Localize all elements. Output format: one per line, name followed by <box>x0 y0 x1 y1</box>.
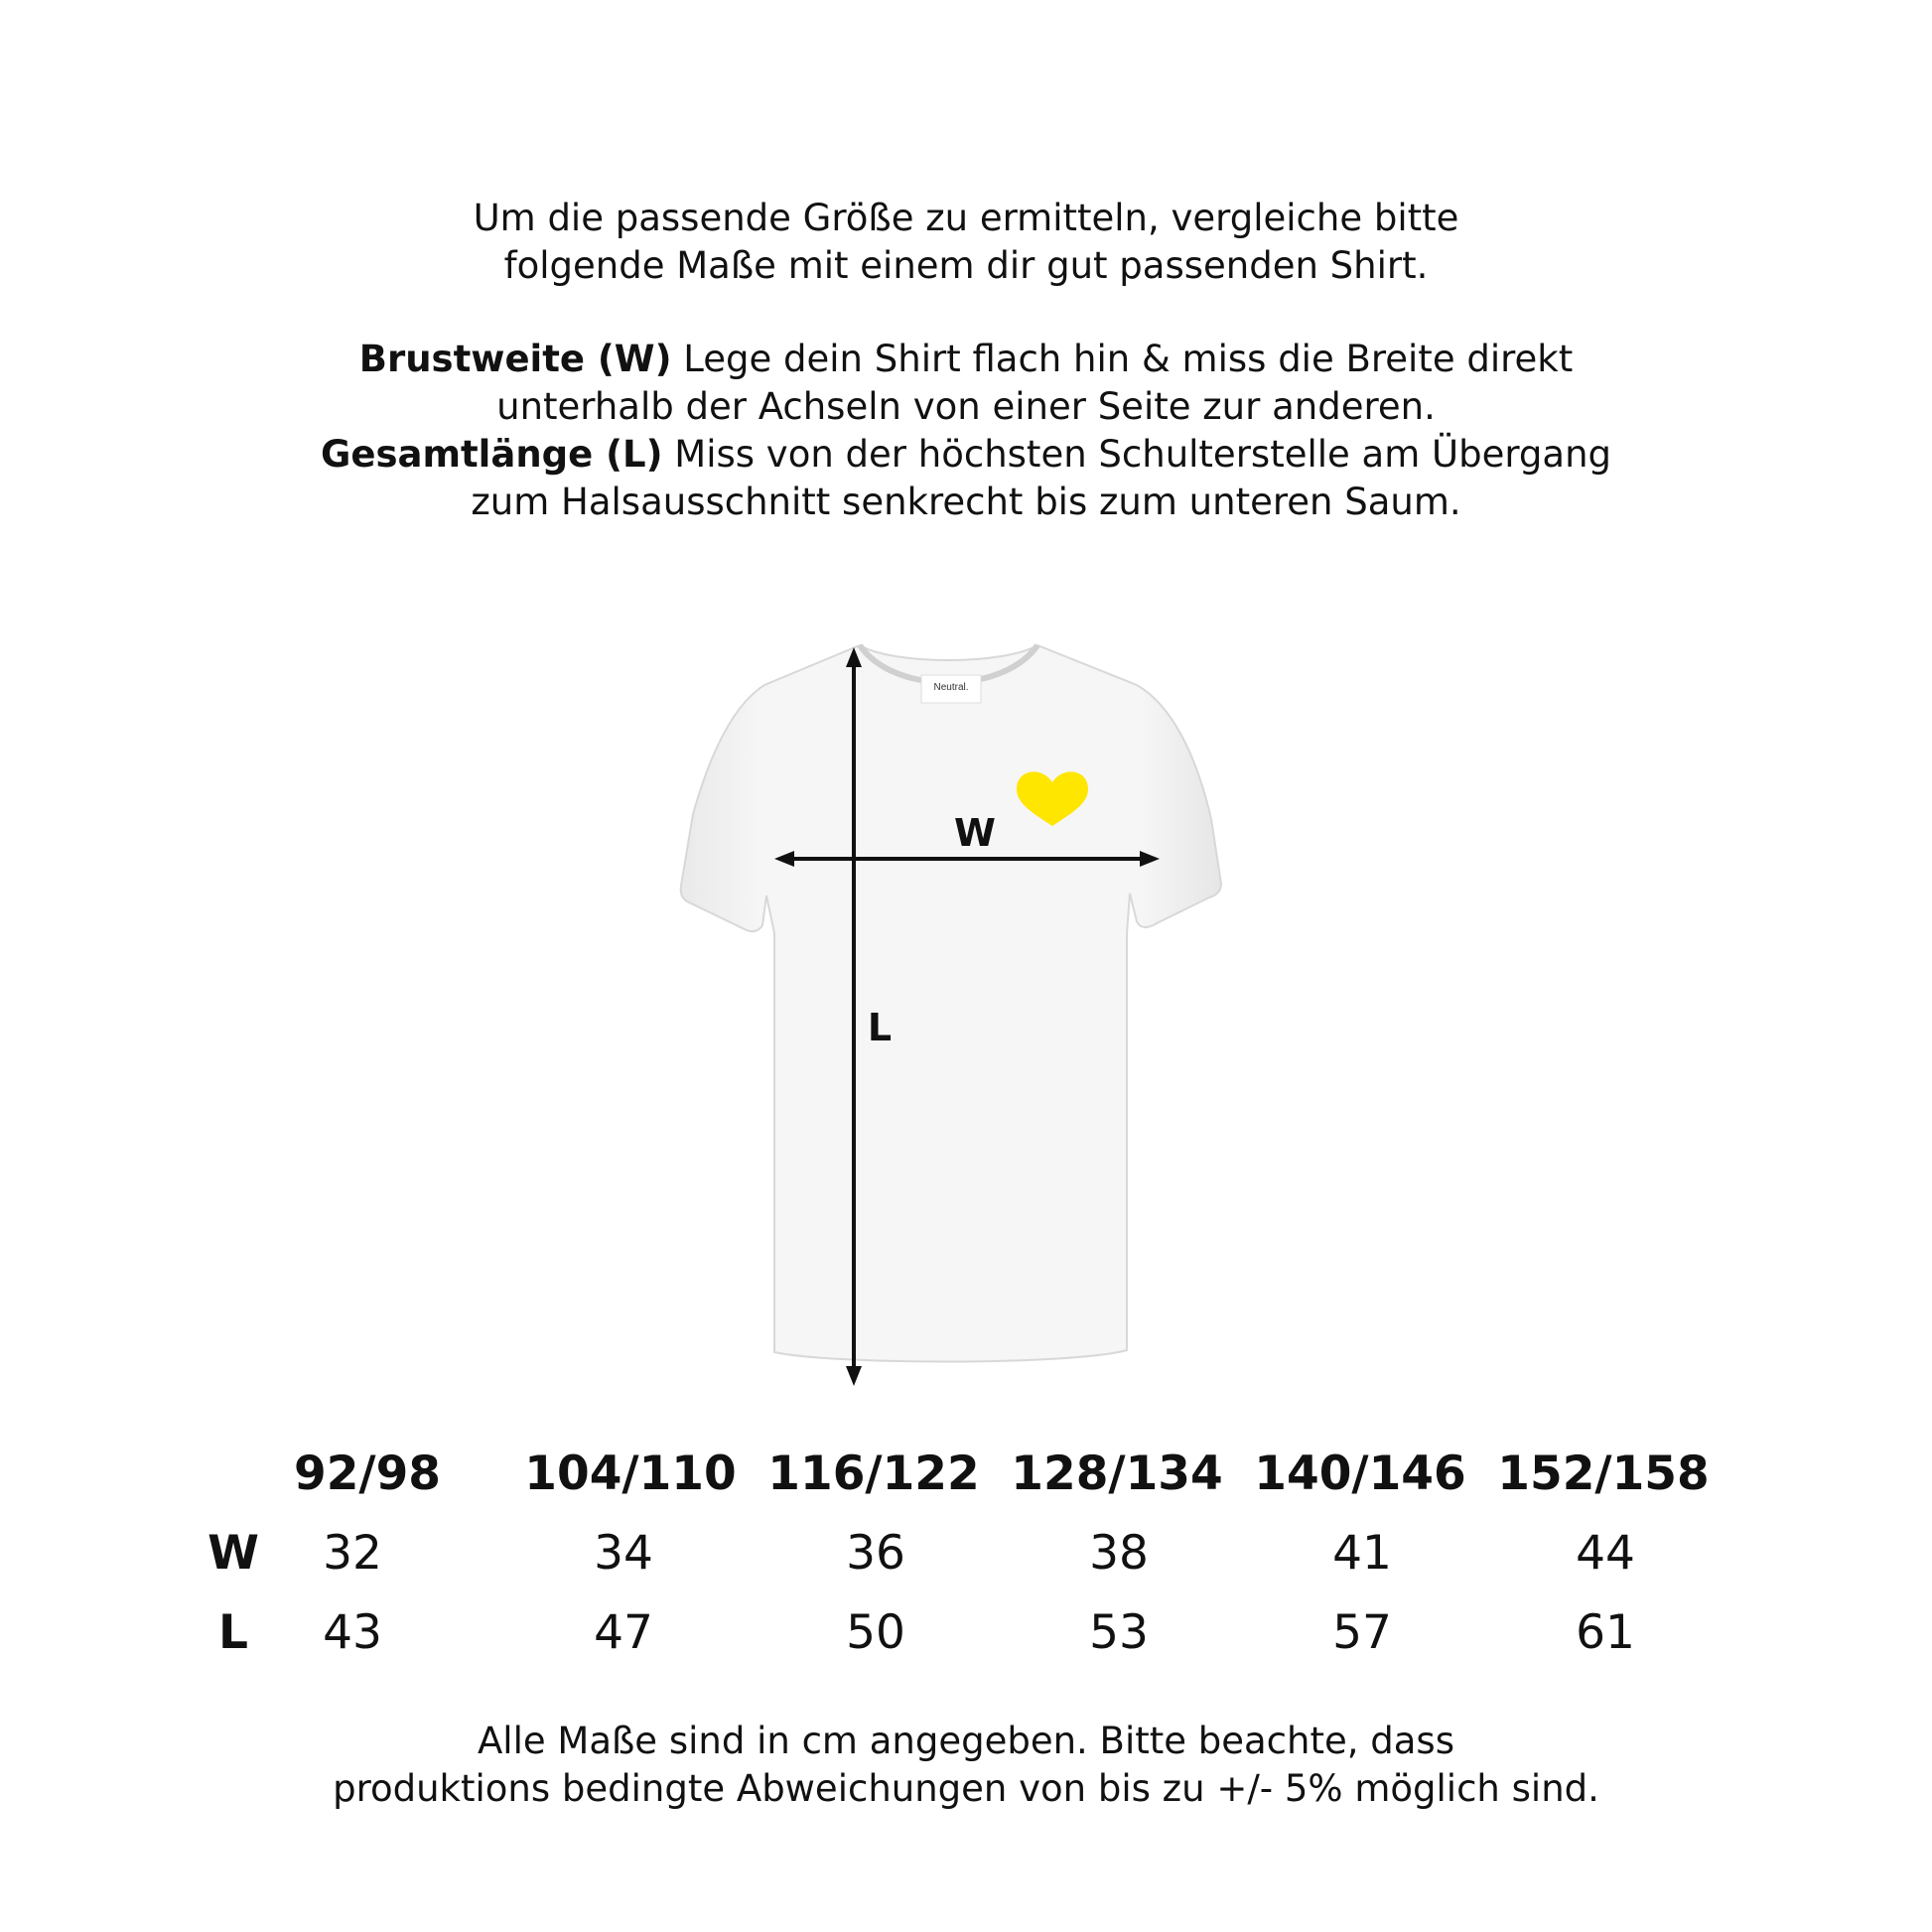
length-label: Gesamtlänge (L) <box>320 433 663 476</box>
size-header-cell: 128/134 <box>1011 1447 1223 1501</box>
length-text-2: zum Halsausschnitt senkrecht bis zum unteren Saum. <box>471 481 1461 523</box>
table-cell: 32 <box>323 1526 382 1581</box>
row-label-length: L <box>218 1605 248 1660</box>
table-cell: 41 <box>1332 1526 1392 1581</box>
size-header-cell: 152/158 <box>1497 1447 1710 1501</box>
table-cell: 61 <box>1576 1605 1635 1660</box>
chest-width-label: Brustweite (W) <box>358 338 672 380</box>
size-header-cell: 92/98 <box>294 1447 441 1501</box>
size-header-cell: 140/146 <box>1254 1447 1466 1501</box>
table-cell: 43 <box>323 1605 382 1660</box>
table-cell: 50 <box>846 1605 905 1660</box>
size-header-row <box>189 1440 1737 1509</box>
chest-width-instruction <box>0 336 1932 383</box>
length-instruction <box>0 431 1932 479</box>
length-arrow-head-bottom <box>846 1366 862 1386</box>
measurement-instructions <box>0 336 1932 526</box>
table-cell: 47 <box>594 1605 653 1660</box>
table-cell: 36 <box>846 1526 905 1581</box>
shirt-diagram <box>616 635 1330 1390</box>
table-row-width <box>189 1519 1737 1588</box>
table-cell: 34 <box>594 1526 653 1581</box>
length-marker: L <box>867 1006 893 1049</box>
footer-line-2: produktions bedingte Abweichungen von bis zu +/- 5% möglich sind. <box>333 1767 1599 1810</box>
chest-width-text-1: Lege dein Shirt flach hin & miss die Breite direkt <box>671 338 1574 380</box>
length-text-1: Miss von der höchsten Schulterstelle am Übergang <box>662 433 1612 476</box>
width-marker: W <box>954 811 996 855</box>
shirt-body <box>681 645 1221 1362</box>
table-row-length <box>189 1598 1737 1668</box>
footer-line-1: Alle Maße sind in cm angegeben. Bitte beachte, dass <box>478 1720 1454 1762</box>
size-header-cell: 104/110 <box>524 1447 737 1501</box>
intro-text <box>0 195 1932 290</box>
shirt-illustration <box>616 635 1330 1390</box>
neck-label-brand: Neutral. <box>933 682 969 693</box>
chest-width-text-2: unterhalb der Achseln von einer Seite zur anderen. <box>496 385 1436 428</box>
intro-line-2: folgende Maße mit einem dir gut passenden Shirt. <box>503 244 1429 287</box>
footer-note <box>0 1718 1932 1813</box>
intro-line-1: Um die passende Größe zu ermitteln, vergleiche bitte <box>473 197 1459 239</box>
table-cell: 57 <box>1332 1605 1392 1660</box>
table-cell: 53 <box>1089 1605 1149 1660</box>
row-label-width: W <box>207 1526 259 1581</box>
table-cell: 38 <box>1089 1526 1149 1581</box>
table-cell: 44 <box>1576 1526 1635 1581</box>
size-table <box>189 1440 1737 1698</box>
size-header-cell: 116/122 <box>767 1447 980 1501</box>
